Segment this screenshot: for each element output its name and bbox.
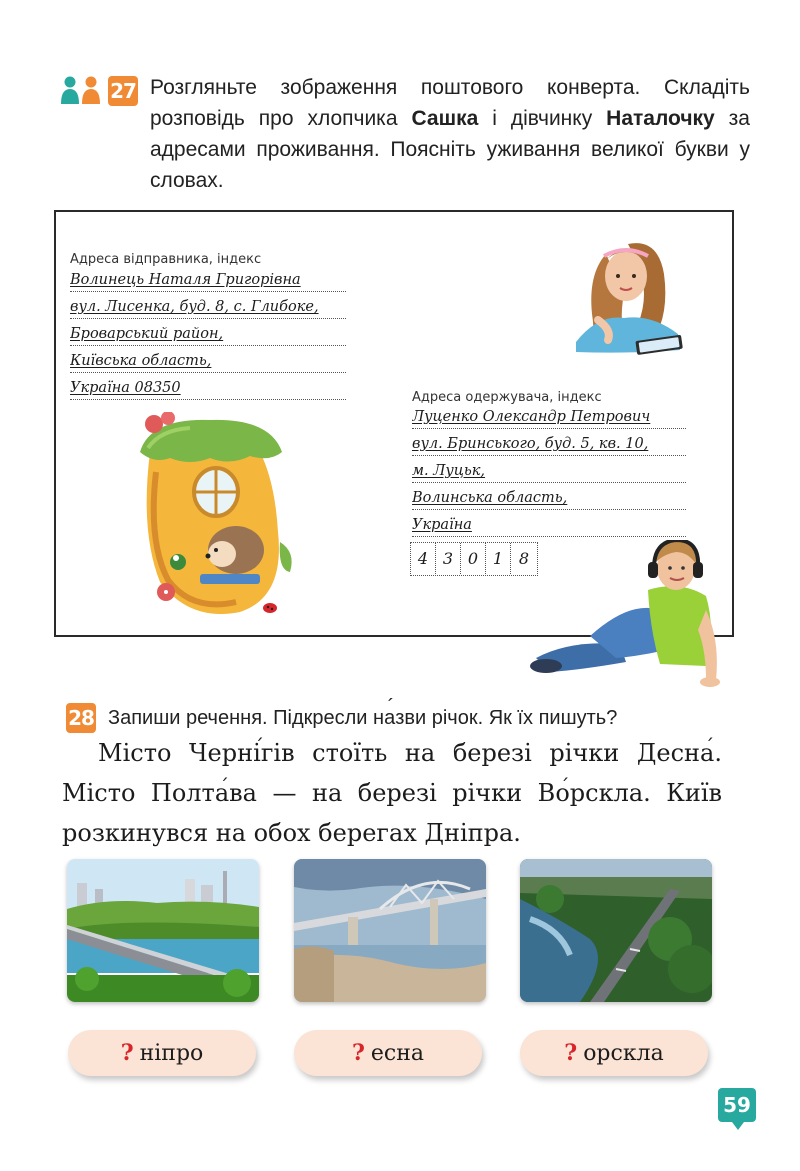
girl-with-tablet-illustration: [568, 234, 692, 364]
exercise-number-badge: 28: [66, 703, 96, 733]
zip-digit: 0: [461, 543, 486, 574]
answer-option-dnipro: ? ніпро: [68, 1030, 256, 1076]
pair-work-icon: [60, 76, 104, 104]
zip-digit: 1: [486, 543, 511, 574]
sender-line-3: Броварський район,: [70, 322, 346, 346]
recipient-zip-code: [410, 542, 538, 576]
exercise-number-badge: 27: [108, 76, 138, 106]
zip-digit: 8: [518, 549, 530, 568]
name-natalochka: Наталочку: [606, 107, 715, 130]
answer-option-desna: ? есна: [294, 1030, 482, 1076]
recipient-line-1: Луценко Олександр Петрович: [412, 405, 686, 429]
hedgehog-house-illustration: [120, 412, 300, 624]
desna-bridge-photo: [294, 859, 486, 1002]
exercise-28-task: Запиши речення. Підкресли на ´зви річок. Як їх пишуть?: [108, 705, 617, 731]
boy-with-headphones-illustration: [530, 540, 730, 690]
sender-line-5: Україна 08350: [70, 376, 346, 400]
exercise-28-reading-text: Місто Черні ´гів стоїть на березі річки Десна ´. Місто Полта ´ва — на березі річки Во ´рскла. Київ розкинувся на обох берегах Дніпра.: [62, 733, 722, 853]
dnipro-kyiv-bridge-photo: [67, 859, 259, 1002]
vorskla-poltava-photo: [520, 859, 712, 1002]
recipient-line-4: Волинська область,: [412, 486, 686, 510]
exercise-27-text: Розгляньте зображення поштового конверта. Складіть розповідь про хлопчика Сашка і дівчинку Наталочку за адресами проживання. Поясніть уживання великої букви у словах.: [150, 76, 750, 192]
recipient-address-label: Адреса одержувача, індекс: [412, 390, 602, 405]
name-sashko: Сашка: [411, 107, 479, 130]
sender-line-4: Київська область,: [70, 349, 346, 373]
answer-option-vorskla: ? орскла: [520, 1030, 708, 1076]
zip-digit: 3: [436, 543, 461, 574]
zip-digit: 4: [411, 543, 436, 574]
sender-line-1: Волинець Наталя Григорівна: [70, 268, 346, 292]
recipient-line-2: вул. Бринського, буд. 5, кв. 10,: [412, 432, 686, 456]
recipient-line-3: м. Луцьк,: [412, 459, 686, 483]
sender-line-2: вул. Лисенка, буд. 8, с. Глибоке,: [70, 295, 346, 319]
sender-address-label: Адреса відправника, індекс: [70, 252, 262, 267]
page-number: 59: [718, 1088, 756, 1122]
recipient-line-5: Україна: [412, 513, 686, 537]
